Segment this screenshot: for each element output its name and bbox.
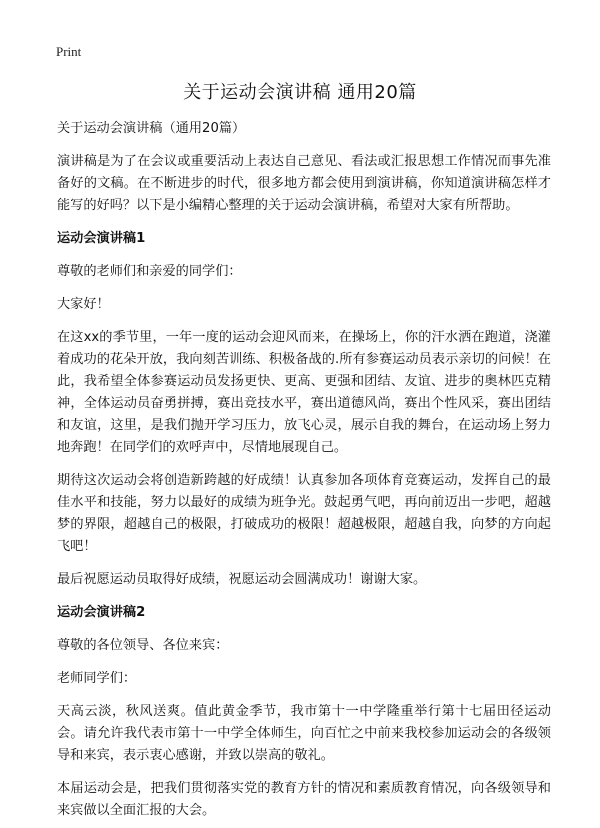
document-title: 关于运动会演讲稿 通用20篇 [183,82,417,103]
section-2-greeting: 老师同学们： [57,671,137,686]
print-label: Print [56,44,82,59]
intro-paragraph: 演讲稿是为了在会议或重要活动上表达自己意见、看法或汇报思想工作情况而事先准备好的文稿。在不断进步的时代，很多地方都会使用到演讲稿，你知道演讲稿怎样才能写的好吗？以下是小编精心整理的关于运动会演讲稿，希望对大家有所帮助。 [57,154,551,213]
document-subtitle: 关于运动会演讲稿（通用20篇） [57,121,246,136]
section-heading-1: 运动会演讲稿1 [57,231,146,246]
section-1-closing: 最后祝愿运动员取得好成绩，祝愿运动会圆满成功！谢谢大家。 [57,572,427,587]
document-body [57,118,551,828]
section-1-paragraph: 在这xx的季节里，一年一度的运动会迎风而来，在操场上，你的汗水洒在跑道，浇灌着成功的花朵开放，我向刻苦训练、积极备战的.所有参赛运动员表示亲切的问候！在此，我希望全体参赛运动员发扬更快、更高、更强和团结、友谊、进步的奥林匹克精神，全体运动员奋勇拼搏，赛出竞技水平，赛出道德风尚，赛出个性风采，赛出团结和友谊，这里，是我们抛开学习压力，放飞心灵，展示自我的舞台，在运动场上努力地奔跑！在同学们的欢呼声中，尽情地展现自己。 [57,330,551,455]
section-heading-2: 运动会演讲稿2 [57,605,146,620]
section-1-paragraph: 期待这次运动会将创造新跨越的好成绩！认真参加各项体育竞赛运动，发挥自己的最佳水平和技能，努力以最好的成绩为班争光。鼓起勇气吧，再向前迈出一步吧，超越梦的界限，超越自己的极限，打破成功的极限！超越极限，超越自我，向梦的方向起飞吧！ [57,473,551,554]
section-2-salutation: 尊敬的各位领导、各位来宾： [57,638,229,653]
section-1-greeting: 大家好！ [57,297,110,312]
section-2-paragraph: 本届运动会是，把我们贯彻落实党的教育方针的情况和素质教育情况，向各级领导和来宾做以全面汇报的大会。 [57,781,551,818]
section-1-salutation: 尊敬的老师们和亲爱的同学们： [57,264,242,279]
section-2-paragraph: 天高云淡，秋风送爽。值此黄金季节，我市第十一中学隆重举行第十七届田径运动会。请允许我代表市第十一中学全体师生，向百忙之中前来我校参加运动会的各级领导和来宾，表示衷心感谢，并致以崇高的敬礼。 [57,704,551,763]
